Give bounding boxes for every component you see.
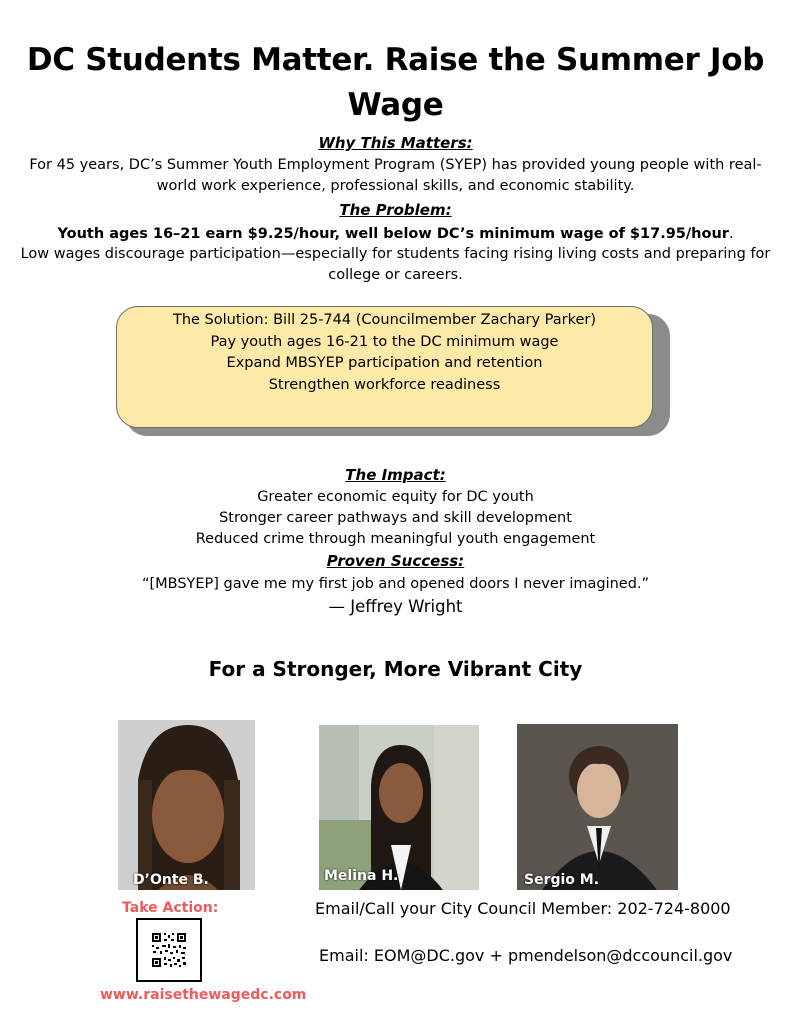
photo-melina [319,725,479,890]
impact-heading: The Impact: [345,466,446,484]
photo-donte [118,720,255,890]
call-council-text: Email/Call your City Council Member: 202-724-8000 [315,899,731,918]
testimonial-attribution: — Jeffrey Wright [328,597,463,616]
impact-line: Reduced crime through meaningful youth engagement [195,531,596,547]
page-title: DC Students Matter. Raise the Summer Job Wage [26,42,765,123]
qr-code-frame[interactable] [136,918,202,982]
solution-text [116,310,653,396]
testimonial-quote: “[MBSYEP] gave me my first job and opened doors I never imagined.” [141,576,650,592]
problem-bold-text: Youth ages 16–21 earn $9.25/hour, well below DC’s minimum wage of $17.95/hour [57,226,729,242]
solution-line: Strengthen workforce readiness [268,376,501,393]
city-heading: For a Stronger, More Vibrant City [208,657,583,681]
qr-code-icon[interactable] [138,920,200,980]
success-heading: Proven Success: [326,552,465,570]
problem-heading: The Problem: [339,201,452,219]
why-heading: Why This Matters: [318,134,473,152]
portrait-donte [118,720,255,890]
problem-body: Low wages discourage participation—especially for students facing rising living costs and preparing for college or careers. [20,246,771,283]
solution-line: Pay youth ages 16-21 to the DC minimum wage [210,333,559,350]
portrait-melina [319,725,479,890]
photo-sergio [517,724,678,890]
portrait-sergio [517,724,678,890]
photo-name: D’Onte B. [133,872,209,888]
impact-line: Stronger career pathways and skill development [219,510,572,526]
solution-line: The Solution: Bill 25-744 (Councilmember Zachary Parker) [172,312,597,328]
take-action-label: Take Action: [122,900,219,916]
impact-line: Greater economic equity for DC youth [257,489,534,505]
email-text: Email: EOM@DC.gov + pmendelson@dccouncil.gov [319,946,733,965]
problem-bold-suffix: . [728,226,734,242]
impact-list [0,487,791,550]
why-body: For 45 years, DC’s Summer Youth Employment Program (SYEP) has provided young people with real-world work experience, professional skills, and economic stability. [29,157,762,194]
problem-statement [0,224,791,245]
photo-name: Sergio M. [524,872,600,888]
photo-name: Melina H. [324,868,399,884]
website-link[interactable]: www.raisethewagedc.com [100,987,307,1003]
solution-line: Expand MBSYEP participation and retention [226,355,543,371]
